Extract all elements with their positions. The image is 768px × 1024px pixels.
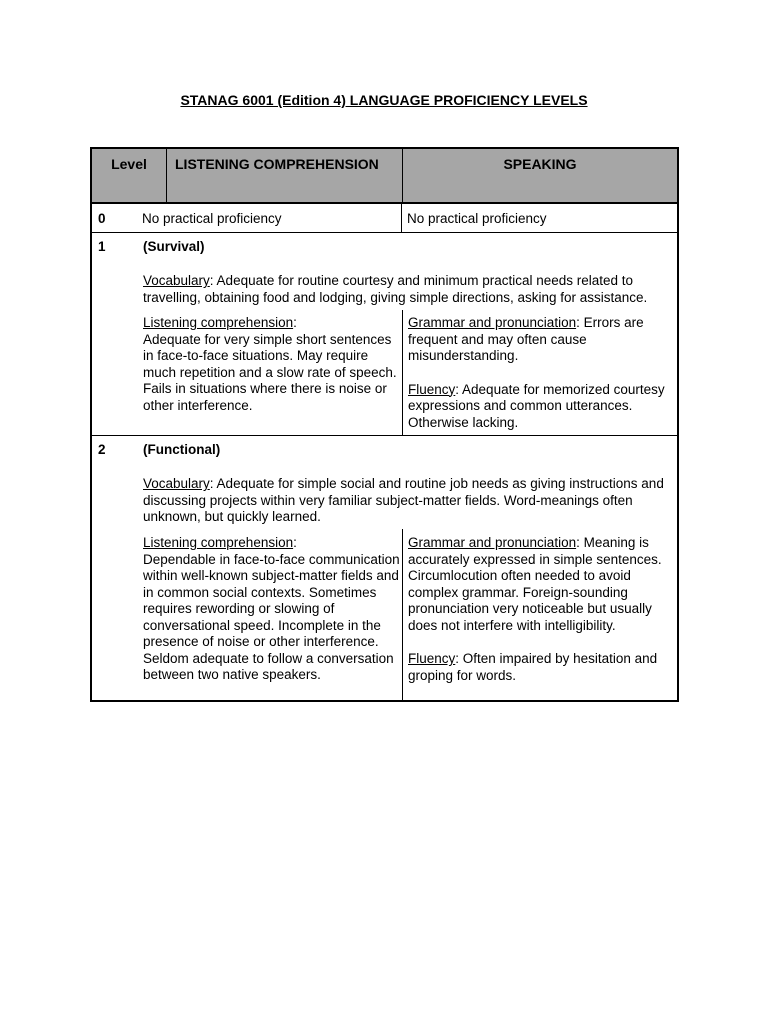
table-row-level-0	[92, 204, 677, 233]
grammar-paragraph	[408, 315, 677, 365]
vocabulary-text: : Adequate for routine courtesy and minimum practical needs related to travelling, obtaining food and lodging, giving simple directions, asking for assistance.	[143, 273, 648, 305]
level-2-skills	[92, 529, 677, 700]
vocabulary-text: : Adequate for simple social and routine job needs as giving instructions and discussing projects within very familiar subject-matter fields. Word-meanings often unknown, but quickly learned.	[143, 476, 664, 524]
header-listening: LISTENING COMPREHENSION	[167, 149, 403, 202]
header-speaking: SPEAKING	[503, 156, 577, 172]
level-2-listening: Listening comprehension: Dependable in face-to-face communication within well-known subject-matter fields and in common social contexts. Sometimes requires rewording or slowing of conversational speed. Incomplete in the presence of noise or other interference. Seldom adequate to follow a conversation between two native speakers.	[92, 529, 403, 700]
level-1-listening: Listening comprehension: Adequate for very simple short sentences in face-to-face situations. May require much repetition and a slow rate of speech. Fails in situations where there is noise or other interference.	[92, 310, 403, 435]
table-header	[92, 149, 677, 204]
grammar-text: : Meaning is accurately expressed in simple sentences. Circumlocution often needed to avoid complex grammar. Foreign-sounding pronunciation very noticeable but usually does not interfere with intelligibility.	[408, 535, 662, 633]
fluency-text: : Adequate for memorized courtesy expressions and common utterances. Otherwise lacking.	[408, 381, 665, 430]
grammar-paragraph	[408, 535, 677, 634]
grammar-label: Grammar and pronunciation	[408, 535, 577, 550]
level-0-speaking: No practical proficiency	[407, 211, 547, 226]
grammar-text: : Errors are frequent and may often cause misunderstanding.	[408, 315, 644, 363]
fluency-paragraph	[408, 651, 677, 684]
fluency-text: : Often impaired by hesitation and groping for words.	[408, 651, 658, 683]
level-0-listening: No practical proficiency	[142, 204, 402, 232]
level-1-skills	[92, 310, 677, 435]
level-number: 2	[98, 442, 106, 457]
proficiency-table	[90, 147, 679, 702]
listening-text: Adequate for very simple short sentences in face-to-face situations. May require much repetition and a slow rate of speech. Fails in situations where there is noise or other interference.	[143, 331, 397, 413]
fluency-paragraph	[408, 382, 677, 432]
listening-label: Listening comprehension	[143, 535, 294, 550]
level-label: (Functional)	[143, 442, 221, 457]
table-row-level-2	[92, 436, 677, 700]
page-title: STANAG 6001 (Edition 4) LANGUAGE PROFICIENCY LEVELS	[180, 92, 588, 108]
level-2-speaking	[403, 529, 677, 700]
level-number: 1	[98, 239, 106, 254]
level-2-vocabulary	[143, 476, 673, 526]
fluency-label: Fluency	[408, 381, 456, 397]
level-label: (Survival)	[143, 239, 205, 254]
level-1-speaking	[403, 310, 677, 435]
listening-text: Dependable in face-to-face communication within well-known subject-matter fields and in common social contexts. Sometimes requires rewording or slowing of conversational speed. Incomplete in the presence of noise or other interference. Seldom adequate to follow a conversation between two native speakers.	[143, 551, 400, 682]
vocabulary-label: Vocabulary	[143, 476, 210, 491]
vocabulary-label: Vocabulary	[143, 273, 210, 288]
level-number: 0	[98, 211, 106, 226]
header-level: Level	[92, 149, 167, 202]
level-1-vocabulary	[143, 273, 673, 306]
table-row-level-1	[92, 233, 677, 436]
listening-label: Listening comprehension	[143, 315, 294, 330]
grammar-label: Grammar and pronunciation	[408, 315, 577, 330]
fluency-label: Fluency	[408, 651, 456, 666]
